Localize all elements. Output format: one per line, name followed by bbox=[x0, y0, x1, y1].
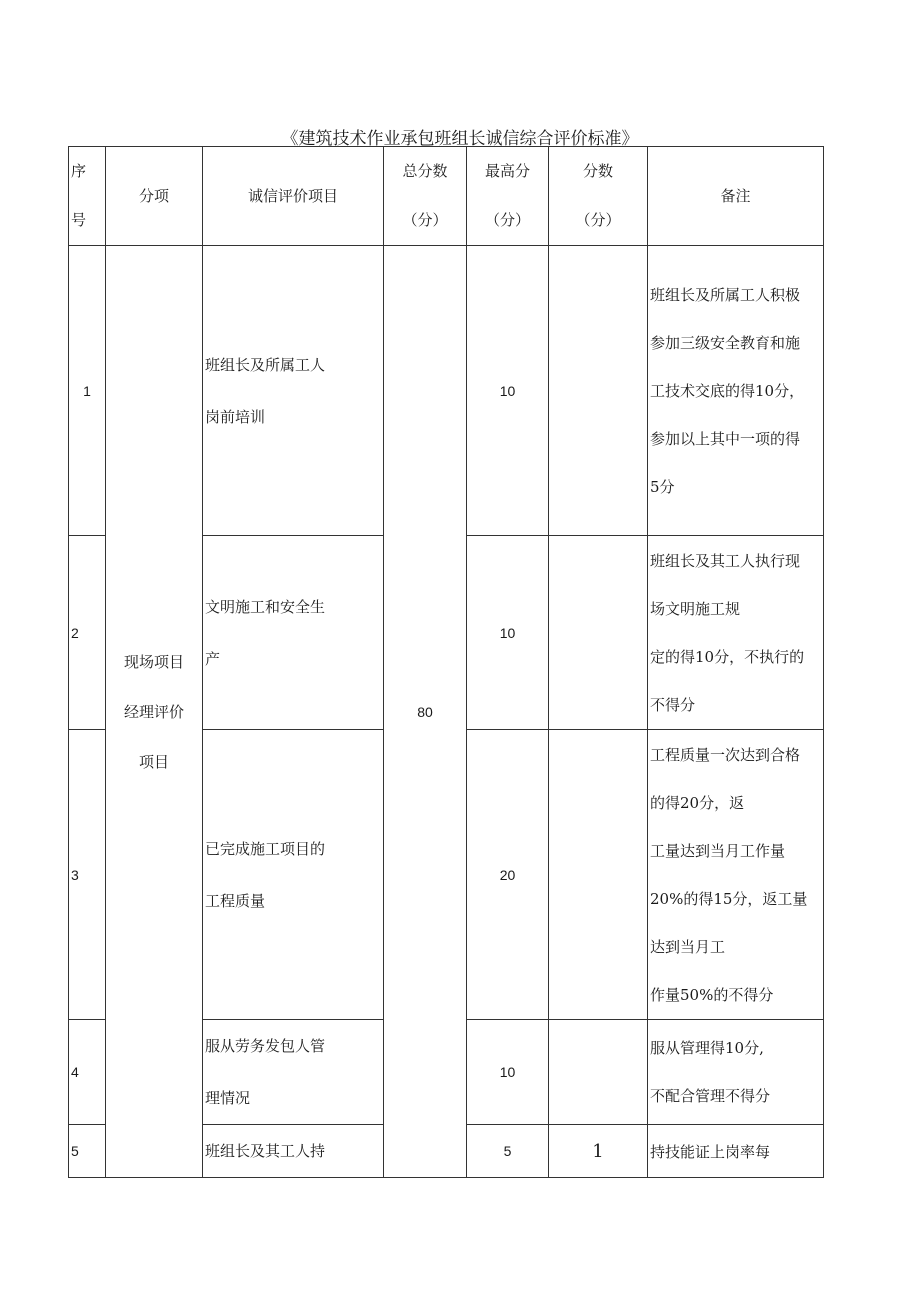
header-seq-line2: 号 bbox=[71, 211, 87, 229]
row-max: 20 bbox=[467, 730, 549, 1020]
category-line3: 项目 bbox=[138, 752, 169, 771]
table-row bbox=[69, 246, 824, 536]
row-note bbox=[648, 536, 824, 730]
header-row bbox=[69, 147, 824, 246]
header-total-line2: （分） bbox=[402, 211, 448, 229]
header-max-line1: 最高分 bbox=[484, 162, 530, 180]
row-note-line: 的得20分，返 bbox=[650, 793, 745, 812]
header-seq bbox=[69, 147, 106, 246]
row-max: 10 bbox=[467, 536, 549, 730]
row-note-line: 达到当月工 bbox=[650, 937, 726, 956]
row-note-line: 服从管理得10分, bbox=[650, 1039, 764, 1057]
header-max-line2: （分） bbox=[484, 211, 530, 229]
row-item bbox=[203, 246, 384, 536]
row-max: 10 bbox=[467, 246, 549, 536]
row-score bbox=[549, 730, 648, 1020]
row-item-line: 理情况 bbox=[205, 1089, 251, 1107]
row-seq: 3 bbox=[69, 730, 106, 1020]
row-note bbox=[648, 1020, 824, 1125]
row-seq: 5 bbox=[69, 1125, 106, 1178]
header-max bbox=[467, 147, 549, 246]
header-item: 诚信评价项目 bbox=[203, 147, 384, 246]
row-note: 持技能证上岗率每 bbox=[648, 1125, 824, 1178]
row-item: 班组长及其工人持 bbox=[203, 1125, 384, 1178]
header-seq-line1: 序 bbox=[71, 162, 87, 180]
row-note-line: 班组长及其工人执行现 bbox=[650, 551, 801, 570]
row-note bbox=[648, 246, 824, 536]
header-score-line1: 分数 bbox=[582, 162, 613, 180]
row-note-line: 工技术交底的得10分， bbox=[650, 381, 805, 400]
row-item-line: 岗前培训 bbox=[205, 407, 266, 426]
row-max: 10 bbox=[467, 1020, 549, 1125]
row-item-line: 已完成施工项目的 bbox=[205, 839, 326, 858]
row-item bbox=[203, 1020, 384, 1125]
row-note-line: 不配合管理不得分 bbox=[650, 1087, 771, 1105]
row-item-line: 工程质量 bbox=[205, 891, 266, 910]
row-score bbox=[549, 536, 648, 730]
row-seq: 2 bbox=[69, 536, 106, 730]
category-line1: 现场项目 bbox=[123, 652, 184, 671]
row-note-line: 5分 bbox=[650, 477, 675, 496]
row-seq: 1 bbox=[69, 246, 106, 536]
row-note-line: 不得分 bbox=[650, 695, 696, 714]
document-title: 《建筑技术作业承包班组长诚信综合评价标准》 bbox=[281, 129, 639, 149]
row-note bbox=[648, 730, 824, 1020]
header-score-line2: （分） bbox=[575, 211, 621, 229]
row-item bbox=[203, 730, 384, 1020]
header-note: 备注 bbox=[648, 147, 824, 246]
row-note-line: 参加三级安全教育和施 bbox=[650, 333, 801, 352]
row-note-line: 工程质量一次达到合格 bbox=[650, 745, 801, 764]
row-note-line: 班组长及所属工人积极 bbox=[650, 285, 801, 304]
total-score-cell: 80 bbox=[384, 246, 467, 1178]
category-line2: 经理评价 bbox=[123, 702, 184, 721]
row-seq: 4 bbox=[69, 1020, 106, 1125]
row-note-line: 定的得10分，不执行的 bbox=[650, 647, 805, 666]
header-category: 分项 bbox=[106, 147, 203, 246]
row-item bbox=[203, 536, 384, 730]
row-note-line: 作量50%的不得分 bbox=[650, 985, 774, 1004]
row-note-line: 20%的得15分，返工量 bbox=[650, 889, 808, 908]
row-item-line: 产 bbox=[205, 649, 221, 668]
header-score bbox=[549, 147, 648, 246]
header-total bbox=[384, 147, 467, 246]
category-cell bbox=[106, 246, 203, 1178]
row-note-line: 场文明施工规 bbox=[650, 599, 741, 618]
row-score: 1 bbox=[549, 1125, 648, 1178]
row-score bbox=[549, 246, 648, 536]
header-total-line1: 总分数 bbox=[402, 162, 448, 180]
row-item-line: 班组长及所属工人 bbox=[205, 355, 326, 374]
row-score bbox=[549, 1020, 648, 1125]
row-max: 5 bbox=[467, 1125, 549, 1178]
row-item-line: 文明施工和安全生 bbox=[205, 597, 326, 616]
row-item-line: 服从劳务发包人管 bbox=[205, 1037, 326, 1055]
row-note-line: 工量达到当月工作量 bbox=[650, 841, 786, 860]
evaluation-table bbox=[68, 146, 824, 1178]
row-note-line: 参加以上其中一项的得 bbox=[650, 429, 801, 448]
